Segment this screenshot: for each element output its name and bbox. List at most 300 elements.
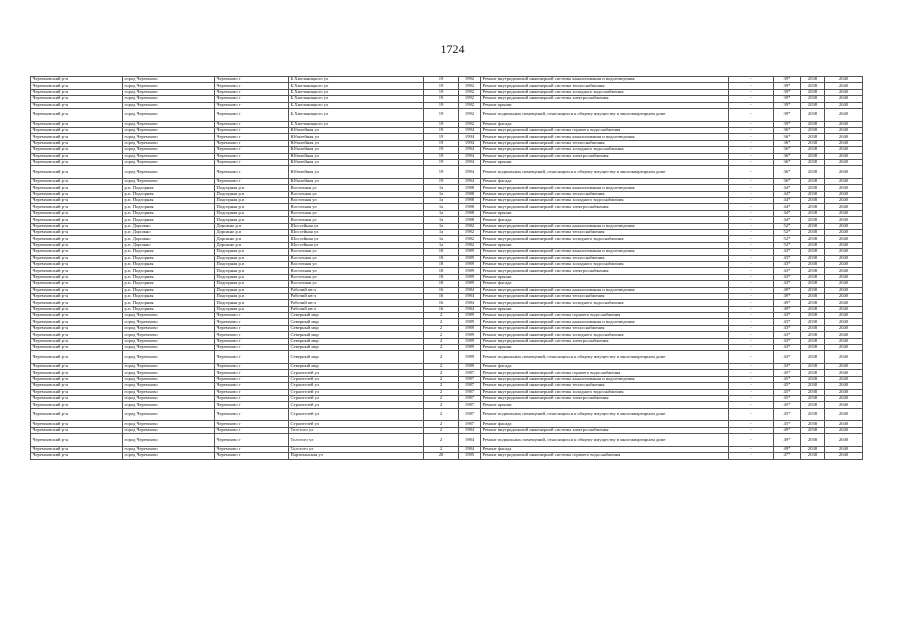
settlement-cell: город Черемхово xyxy=(123,108,215,121)
settlement-cell: город Черемхово xyxy=(123,96,215,102)
district-cell: Черемховский р-н xyxy=(31,402,123,408)
municipality-cell: Черемхово г xyxy=(215,338,289,344)
municipality-cell: Черемхово г xyxy=(215,351,289,364)
empty-value-cell: - xyxy=(729,338,774,344)
plan-year-end-cell: 2040 xyxy=(825,376,863,382)
plan-year-start-cell: 2038 xyxy=(801,453,825,459)
municipality-cell: Черемхово г xyxy=(215,395,289,401)
municipality-cell: Черемхово г xyxy=(215,313,289,319)
plan-year-start-cell: 2038 xyxy=(801,121,825,127)
table-row xyxy=(31,108,863,121)
house-number-cell: 19 xyxy=(424,108,459,121)
district-cell: Черемховский р-н xyxy=(31,178,123,184)
plan-year-end-cell: 2040 xyxy=(825,249,863,255)
district-cell: Черемховский р-н xyxy=(31,389,123,395)
settlement-cell: р.п. Подгорная xyxy=(123,287,215,293)
plan-year-end-cell: 2040 xyxy=(825,127,863,133)
construction-year-cell: 1994 xyxy=(459,127,481,133)
district-cell: Черемховский р-н xyxy=(31,306,123,312)
house-number-cell: 2 xyxy=(424,364,459,370)
settlement-cell: р.п. Подгорная xyxy=(123,268,215,274)
plan-year-start-cell: 2038 xyxy=(801,446,825,452)
settlement-cell: город Черемхово xyxy=(123,313,215,319)
municipality-cell: Черемхово г xyxy=(215,102,289,108)
district-cell: Черемховский р-н xyxy=(31,249,123,255)
work-type-cell: Ремонт внутридомовой инженерной системы электроснабжения xyxy=(481,268,729,274)
work-type-cell: Ремонт внутридомовой инженерной системы холодного водоснабжения xyxy=(481,389,729,395)
plan-year-start-cell: 2038 xyxy=(801,77,825,83)
house-number-cell: 19 xyxy=(424,127,459,133)
plan-year-start-cell: 2038 xyxy=(801,223,825,229)
street-cell: Юбилейная ул xyxy=(289,147,424,153)
street-cell: Восточная ул xyxy=(289,217,424,223)
plan-year-start-cell: 2038 xyxy=(801,383,825,389)
house-number-cell: 2 xyxy=(424,402,459,408)
construction-year-cell: 1988 xyxy=(459,198,481,204)
house-number-cell: 19 xyxy=(424,153,459,159)
table-body xyxy=(31,77,863,460)
settlement-cell: р.п. Подгорная xyxy=(123,191,215,197)
plan-year-end-cell: 2040 xyxy=(825,402,863,408)
wear-percent-cell: 45* xyxy=(774,370,801,376)
plan-year-end-cell: 2040 xyxy=(825,198,863,204)
municipality-cell: Черемхово г xyxy=(215,77,289,83)
municipality-cell: Черемхово г xyxy=(215,127,289,133)
street-cell: Партизанская ул xyxy=(289,453,424,459)
plan-year-end-cell: 2040 xyxy=(825,268,863,274)
settlement-cell: р.п. Подгорная xyxy=(123,261,215,267)
construction-year-cell: 1992 xyxy=(459,96,481,102)
construction-year-cell: 1992 xyxy=(459,83,481,89)
empty-value-cell: - xyxy=(729,223,774,229)
wear-percent-cell: 52* xyxy=(774,242,801,248)
settlement-cell: р.п. Подгорная xyxy=(123,255,215,261)
house-number-cell: 19 xyxy=(424,102,459,108)
empty-value-cell: - xyxy=(729,345,774,351)
plan-year-start-cell: 2038 xyxy=(801,300,825,306)
district-cell: Черемховский р-н xyxy=(31,268,123,274)
empty-value-cell: - xyxy=(729,319,774,325)
work-type-cell: Ремонт внутридомовой инженерной системы канализования и водоотведения xyxy=(481,319,729,325)
district-cell: Черемховский р-н xyxy=(31,236,123,242)
municipality-cell: Черемхово г xyxy=(215,121,289,127)
empty-value-cell: - xyxy=(729,121,774,127)
street-cell: Рабочий кв-л xyxy=(289,306,424,312)
work-type-cell: Ремонт внутридомовой инженерной системы холодного водоснабжения xyxy=(481,89,729,95)
plan-year-end-cell: 2040 xyxy=(825,306,863,312)
district-cell: Черемховский р-н xyxy=(31,153,123,159)
work-type-cell: Ремонт внутридомовой инженерной системы горячего водоснабжения xyxy=(481,453,729,459)
work-type-cell: Ремонт внутридомовой инженерной системы теплоснабжения xyxy=(481,383,729,389)
construction-year-cell: 1994 xyxy=(459,140,481,146)
settlement-cell: город Черемхово xyxy=(123,77,215,83)
wear-percent-cell: 45* xyxy=(774,383,801,389)
street-cell: Восточная ул xyxy=(289,185,424,191)
district-cell: Черемховский р-н xyxy=(31,159,123,165)
wear-percent-cell: 43* xyxy=(774,338,801,344)
work-type-cell: Ремонт внутридомовой инженерной системы холодного водоснабжения xyxy=(481,198,729,204)
wear-percent-cell: 45* xyxy=(774,402,801,408)
plan-year-end-cell: 2040 xyxy=(825,210,863,216)
empty-value-cell: - xyxy=(729,178,774,184)
construction-year-cell: 1994 xyxy=(459,178,481,184)
municipality-cell: Подгорная р.п xyxy=(215,255,289,261)
plan-year-end-cell: 2040 xyxy=(825,255,863,261)
empty-value-cell: - xyxy=(729,230,774,236)
district-cell: Черемховский р-н xyxy=(31,108,123,121)
municipality-cell: Подгорная р.п xyxy=(215,191,289,197)
plan-year-end-cell: 2040 xyxy=(825,159,863,165)
street-cell: Юбилейная ул xyxy=(289,134,424,140)
construction-year-cell: 1989 xyxy=(459,351,481,364)
empty-value-cell: - xyxy=(729,313,774,319)
construction-year-cell: 1982 xyxy=(459,236,481,242)
settlement-cell: р.п. Дорожно xyxy=(123,236,215,242)
house-number-cell: 1а xyxy=(424,223,459,229)
district-cell: Черемховский р-н xyxy=(31,185,123,191)
municipality-cell: Черемхово г xyxy=(215,178,289,184)
municipality-cell: Подгорная р.п xyxy=(215,204,289,210)
street-cell: Толстого ул xyxy=(289,446,424,452)
wear-percent-cell: 36* xyxy=(774,140,801,146)
plan-year-start-cell: 2038 xyxy=(801,370,825,376)
settlement-cell: р.п. Подгорная xyxy=(123,306,215,312)
empty-value-cell: - xyxy=(729,140,774,146)
construction-year-cell: 1989 xyxy=(459,364,481,370)
wear-percent-cell: 43* xyxy=(774,274,801,280)
municipality-cell: Подгорная р.п xyxy=(215,210,289,216)
street-cell: Юбилейная ул xyxy=(289,140,424,146)
street-cell: Строителей ул xyxy=(289,383,424,389)
construction-year-cell: 1992 xyxy=(459,121,481,127)
work-type-cell: Ремонт внутридомовой инженерной системы холодного водоснабжения xyxy=(481,236,729,242)
district-cell: Черемховский р-н xyxy=(31,242,123,248)
empty-value-cell: - xyxy=(729,108,774,121)
wear-percent-cell: 52* xyxy=(774,236,801,242)
street-cell: Строителей ул xyxy=(289,421,424,427)
settlement-cell: город Черемхово xyxy=(123,102,215,108)
plan-year-end-cell: 2040 xyxy=(825,345,863,351)
empty-value-cell: - xyxy=(729,96,774,102)
plan-year-start-cell: 2038 xyxy=(801,338,825,344)
wear-percent-cell: 43* xyxy=(774,249,801,255)
construction-year-cell: 1987 xyxy=(459,376,481,382)
work-type-cell: Ремонт внутридомовой инженерной системы канализования и водоотведения xyxy=(481,185,729,191)
plan-year-start-cell: 2038 xyxy=(801,255,825,261)
plan-year-start-cell: 2038 xyxy=(801,293,825,299)
settlement-cell: р.п. Подгорная xyxy=(123,217,215,223)
district-cell: Черемховский р-н xyxy=(31,77,123,83)
house-number-cell: 19 xyxy=(424,178,459,184)
wear-percent-cell: 45* xyxy=(774,408,801,421)
plan-year-start-cell: 2038 xyxy=(801,108,825,121)
plan-year-start-cell: 2038 xyxy=(801,198,825,204)
settlement-cell: р.п. Подгорная xyxy=(123,185,215,191)
municipality-cell: Черемхово г xyxy=(215,389,289,395)
plan-year-start-cell: 2038 xyxy=(801,376,825,382)
district-cell: Черемховский р-н xyxy=(31,96,123,102)
work-type-cell: Ремонт внутридомовой инженерной системы горячего водоснабжения xyxy=(481,127,729,133)
district-cell: Черемховский р-н xyxy=(31,230,123,236)
house-number-cell: 2 xyxy=(424,421,459,427)
construction-year-cell: 1987 xyxy=(459,402,481,408)
district-cell: Черемховский р-н xyxy=(31,204,123,210)
plan-year-end-cell: 2040 xyxy=(825,313,863,319)
settlement-cell: р.п. Дорожно xyxy=(123,223,215,229)
empty-value-cell: - xyxy=(729,376,774,382)
wear-percent-cell: 43* xyxy=(774,268,801,274)
plan-year-end-cell: 2040 xyxy=(825,236,863,242)
construction-year-cell: 1994 xyxy=(459,166,481,179)
district-cell: Черемховский р-н xyxy=(31,127,123,133)
street-cell: Северный мкр xyxy=(289,313,424,319)
construction-year-cell: 1989 xyxy=(459,281,481,287)
settlement-cell: город Черемхово xyxy=(123,351,215,364)
municipality-cell: Черемхово г xyxy=(215,96,289,102)
municipality-cell: Подгорная р.п xyxy=(215,281,289,287)
plan-year-end-cell: 2040 xyxy=(825,230,863,236)
district-cell: Черемховский р-н xyxy=(31,370,123,376)
wear-percent-cell: 36* xyxy=(774,178,801,184)
street-cell: Юбилейная ул xyxy=(289,159,424,165)
wear-percent-cell: 43* xyxy=(774,281,801,287)
empty-value-cell: - xyxy=(729,242,774,248)
work-type-cell: Ремонт фасада xyxy=(481,178,729,184)
plan-year-end-cell: 2040 xyxy=(825,434,863,447)
plan-year-end-cell: 2040 xyxy=(825,325,863,331)
plan-year-end-cell: 2040 xyxy=(825,217,863,223)
house-number-cell: 16 xyxy=(424,306,459,312)
house-number-cell: 2 xyxy=(424,351,459,364)
construction-year-cell: 1989 xyxy=(459,313,481,319)
wear-percent-cell: 44* xyxy=(774,198,801,204)
work-type-cell: Ремонт крыши xyxy=(481,274,729,280)
empty-value-cell: - xyxy=(729,434,774,447)
municipality-cell: Черемхово г xyxy=(215,402,289,408)
house-number-cell: 19 xyxy=(424,147,459,153)
plan-year-start-cell: 2038 xyxy=(801,332,825,338)
work-type-cell: Ремонт крыши xyxy=(481,345,729,351)
district-cell: Черемховский р-н xyxy=(31,217,123,223)
settlement-cell: р.п. Подгорная xyxy=(123,300,215,306)
construction-year-cell: 1989 xyxy=(459,274,481,280)
settlement-cell: р.п. Подгорная xyxy=(123,249,215,255)
municipality-cell: Черемхово г xyxy=(215,364,289,370)
wear-percent-cell: 43* xyxy=(774,332,801,338)
municipality-cell: Черемхово г xyxy=(215,434,289,447)
plan-year-start-cell: 2038 xyxy=(801,230,825,236)
district-cell: Черемховский р-н xyxy=(31,274,123,280)
street-cell: Восточная ул xyxy=(289,191,424,197)
empty-value-cell: - xyxy=(729,351,774,364)
street-cell: Юбилейная ул xyxy=(289,166,424,179)
district-cell: Черемховский р-н xyxy=(31,198,123,204)
settlement-cell: город Черемхово xyxy=(123,166,215,179)
plan-year-start-cell: 2038 xyxy=(801,127,825,133)
district-cell: Черемховский р-н xyxy=(31,147,123,153)
house-number-cell: 16 xyxy=(424,287,459,293)
municipality-cell: Черемхово г xyxy=(215,325,289,331)
district-cell: Черемховский р-н xyxy=(31,446,123,452)
work-type-cell: Ремонт внутридомовой инженерной системы теплоснабжения xyxy=(481,255,729,261)
plan-year-start-cell: 2038 xyxy=(801,395,825,401)
plan-year-end-cell: 2040 xyxy=(825,153,863,159)
plan-year-start-cell: 2038 xyxy=(801,274,825,280)
settlement-cell: город Черемхово xyxy=(123,383,215,389)
wear-percent-cell: 39* xyxy=(774,96,801,102)
empty-value-cell: - xyxy=(729,383,774,389)
empty-value-cell: - xyxy=(729,147,774,153)
work-type-cell: Ремонт подвальных помещений, относящихся к общему имуществу в многоквартирном доме xyxy=(481,166,729,179)
street-cell: Строителей ул xyxy=(289,402,424,408)
construction-year-cell: 1994 xyxy=(459,134,481,140)
street-cell: Толстого ул xyxy=(289,434,424,447)
settlement-cell: город Черемхово xyxy=(123,134,215,140)
street-cell: Северный мкр xyxy=(289,345,424,351)
municipality-cell: Черемхово г xyxy=(215,376,289,382)
construction-year-cell: 1984 xyxy=(459,300,481,306)
plan-year-end-cell: 2040 xyxy=(825,395,863,401)
street-cell: Строителей ул xyxy=(289,408,424,421)
plan-year-start-cell: 2038 xyxy=(801,434,825,447)
plan-year-start-cell: 2038 xyxy=(801,281,825,287)
wear-percent-cell: 43* xyxy=(774,261,801,267)
settlement-cell: город Черемхово xyxy=(123,83,215,89)
street-cell: Северный мкр xyxy=(289,351,424,364)
wear-percent-cell: 43* xyxy=(774,364,801,370)
house-number-cell: 2 xyxy=(424,427,459,433)
district-cell: Черемховский р-н xyxy=(31,427,123,433)
work-type-cell: Ремонт фасада xyxy=(481,281,729,287)
district-cell: Черемховский р-н xyxy=(31,325,123,331)
house-number-cell: 19 xyxy=(424,159,459,165)
street-cell: Б.Хмельницкого ул xyxy=(289,83,424,89)
work-type-cell: Ремонт внутридомовой инженерной системы электроснабжения xyxy=(481,338,729,344)
settlement-cell: город Черемхово xyxy=(123,446,215,452)
municipality-cell: Черемхово г xyxy=(215,83,289,89)
plan-year-end-cell: 2040 xyxy=(825,185,863,191)
plan-year-end-cell: 2040 xyxy=(825,446,863,452)
plan-year-start-cell: 2038 xyxy=(801,89,825,95)
settlement-cell: город Черемхово xyxy=(123,453,215,459)
house-number-cell: 2 xyxy=(424,338,459,344)
table-row xyxy=(31,434,863,447)
wear-percent-cell: 43* xyxy=(774,313,801,319)
settlement-cell: город Черемхово xyxy=(123,127,215,133)
street-cell: Б.Хмельницкого ул xyxy=(289,102,424,108)
settlement-cell: город Черемхово xyxy=(123,178,215,184)
settlement-cell: город Черемхово xyxy=(123,319,215,325)
district-cell: Черемховский р-н xyxy=(31,351,123,364)
plan-year-start-cell: 2038 xyxy=(801,140,825,146)
plan-year-end-cell: 2040 xyxy=(825,204,863,210)
work-type-cell: Ремонт внутридомовой инженерной системы электроснабжения xyxy=(481,96,729,102)
house-number-cell: 1а xyxy=(424,185,459,191)
plan-year-end-cell: 2040 xyxy=(825,287,863,293)
wear-percent-cell: 49* xyxy=(774,293,801,299)
wear-percent-cell: 44* xyxy=(774,204,801,210)
construction-year-cell: 1989 xyxy=(459,338,481,344)
settlement-cell: р.п. Подгорная xyxy=(123,274,215,280)
work-type-cell: Ремонт крыши xyxy=(481,402,729,408)
settlement-cell: город Черемхово xyxy=(123,434,215,447)
construction-year-cell: 1988 xyxy=(459,191,481,197)
street-cell: Толстого ул xyxy=(289,427,424,433)
work-type-cell: Ремонт подвальных помещений, относящихся к общему имуществу в многоквартирном доме xyxy=(481,408,729,421)
district-cell: Черемховский р-н xyxy=(31,434,123,447)
construction-year-cell: 1987 xyxy=(459,421,481,427)
empty-value-cell: - xyxy=(729,249,774,255)
work-type-cell: Ремонт внутридомовой инженерной системы электроснабжения xyxy=(481,427,729,433)
plan-year-start-cell: 2038 xyxy=(801,306,825,312)
district-cell: Черемховский р-н xyxy=(31,255,123,261)
plan-year-end-cell: 2040 xyxy=(825,293,863,299)
construction-year-cell: 1994 xyxy=(459,153,481,159)
wear-percent-cell: 39* xyxy=(774,121,801,127)
wear-percent-cell: 43* xyxy=(774,345,801,351)
settlement-cell: город Черемхово xyxy=(123,338,215,344)
wear-percent-cell: 52* xyxy=(774,230,801,236)
work-type-cell: Ремонт внутридомовой инженерной системы теплоснабжения xyxy=(481,325,729,331)
settlement-cell: город Черемхово xyxy=(123,427,215,433)
settlement-cell: р.п. Подгорная xyxy=(123,281,215,287)
district-cell: Черемховский р-н xyxy=(31,313,123,319)
plan-year-end-cell: 2040 xyxy=(825,147,863,153)
construction-year-cell: 1988 xyxy=(459,217,481,223)
work-type-cell: Ремонт внутридомовой инженерной системы электроснабжения xyxy=(481,395,729,401)
wear-percent-cell: 49* xyxy=(774,434,801,447)
plan-year-end-cell: 2040 xyxy=(825,408,863,421)
plan-year-start-cell: 2038 xyxy=(801,408,825,421)
municipality-cell: Черемхово г xyxy=(215,140,289,146)
work-type-cell: Ремонт внутридомовой инженерной системы канализования и водоотведения xyxy=(481,223,729,229)
empty-value-cell: - xyxy=(729,166,774,179)
street-cell: Б.Хмельницкого ул xyxy=(289,108,424,121)
house-number-cell: 1а xyxy=(424,236,459,242)
wear-percent-cell: 44* xyxy=(774,217,801,223)
municipality-cell: Черемхово г xyxy=(215,108,289,121)
empty-value-cell: - xyxy=(729,395,774,401)
empty-value-cell: - xyxy=(729,364,774,370)
empty-value-cell: - xyxy=(729,236,774,242)
work-type-cell: Ремонт крыши xyxy=(481,210,729,216)
house-number-cell: 16 xyxy=(424,293,459,299)
works-table xyxy=(30,76,863,460)
house-number-cell: 19 xyxy=(424,83,459,89)
work-type-cell: Ремонт внутридомовой инженерной системы канализования и водоотведения xyxy=(481,287,729,293)
empty-value-cell: - xyxy=(729,102,774,108)
street-cell: Б.Хмельницкого ул xyxy=(289,96,424,102)
plan-year-end-cell: 2040 xyxy=(825,453,863,459)
district-cell: Черемховский р-н xyxy=(31,134,123,140)
district-cell: Черемховский р-н xyxy=(31,210,123,216)
empty-value-cell: - xyxy=(729,446,774,452)
plan-year-start-cell: 2038 xyxy=(801,242,825,248)
work-type-cell: Ремонт внутридомовой инженерной системы горячего водоснабжения xyxy=(481,370,729,376)
house-number-cell: 18 xyxy=(424,261,459,267)
empty-value-cell: - xyxy=(729,453,774,459)
wear-percent-cell: 44* xyxy=(774,210,801,216)
wear-percent-cell: 43* xyxy=(774,255,801,261)
plan-year-start-cell: 2038 xyxy=(801,217,825,223)
construction-year-cell: 1988 xyxy=(459,204,481,210)
empty-value-cell: - xyxy=(729,191,774,197)
settlement-cell: город Черемхово xyxy=(123,402,215,408)
municipality-cell: Черемхово г xyxy=(215,166,289,179)
municipality-cell: Подгорная р.п xyxy=(215,306,289,312)
construction-year-cell: 1992 xyxy=(459,89,481,95)
street-cell: Шоссейная ул xyxy=(289,236,424,242)
